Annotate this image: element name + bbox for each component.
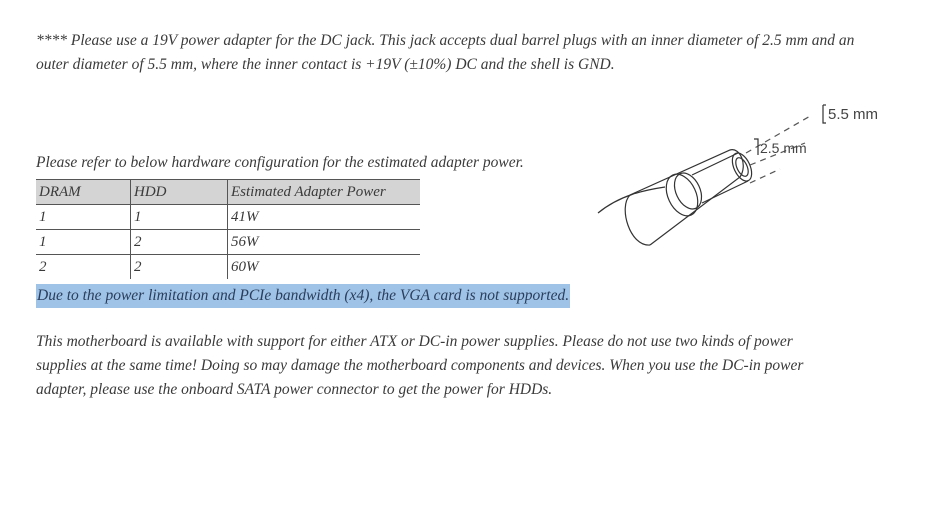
cell-dram: 2 <box>39 258 47 275</box>
outer-diameter-label: 5.5 mm <box>828 106 879 123</box>
adapter-power-table <box>36 179 420 279</box>
power-adapter-note: **** Please use a 19V power adapter for the DC jack. This jack accepts dual barrel plugs with an inner diameter of 2.5 mm and an outer diameter of 5.5 mm, where the inner contact is +19V (±10%) DC and the shell is GND. <box>36 32 855 73</box>
table-header-row <box>36 180 420 205</box>
cell-dram: 1 <box>36 205 131 230</box>
vga-warning-highlight: Due to the power limitation and PCIe bandwidth (x4), the VGA card is not supported. <box>36 284 570 308</box>
barrel-plug-icon <box>590 95 900 270</box>
cell-power: 41W <box>228 205 421 230</box>
table-row <box>36 205 420 230</box>
cell-power: 60W <box>228 255 421 280</box>
cell-dram: 1 <box>36 230 131 255</box>
cell-hdd: 2 <box>131 255 228 280</box>
inner-diameter-label: 2.5 mm <box>760 140 807 156</box>
header-hdd: HDD <box>131 180 228 205</box>
dc-in-instructions: This motherboard is available with support for either ATX or DC-in power supplies. Please do not use two kinds of power supplies at the same time! Doing so may damage the motherboard components and devices. When you use the DC-in power adapter, please use the onboard SATA power connector to get the power for HDDs. <box>36 333 804 398</box>
config-intro-text: Please refer to below hardware configuration for the estimated adapter power. <box>36 154 524 171</box>
table-row <box>36 230 420 255</box>
cell-hdd: 2 <box>131 230 228 255</box>
cell-hdd: 1 <box>131 205 228 230</box>
cell-power: 56W <box>228 230 421 255</box>
table-row <box>36 255 420 280</box>
header-dram: DRAM <box>36 180 131 205</box>
header-adapter-power: Estimated Adapter Power <box>228 180 421 205</box>
